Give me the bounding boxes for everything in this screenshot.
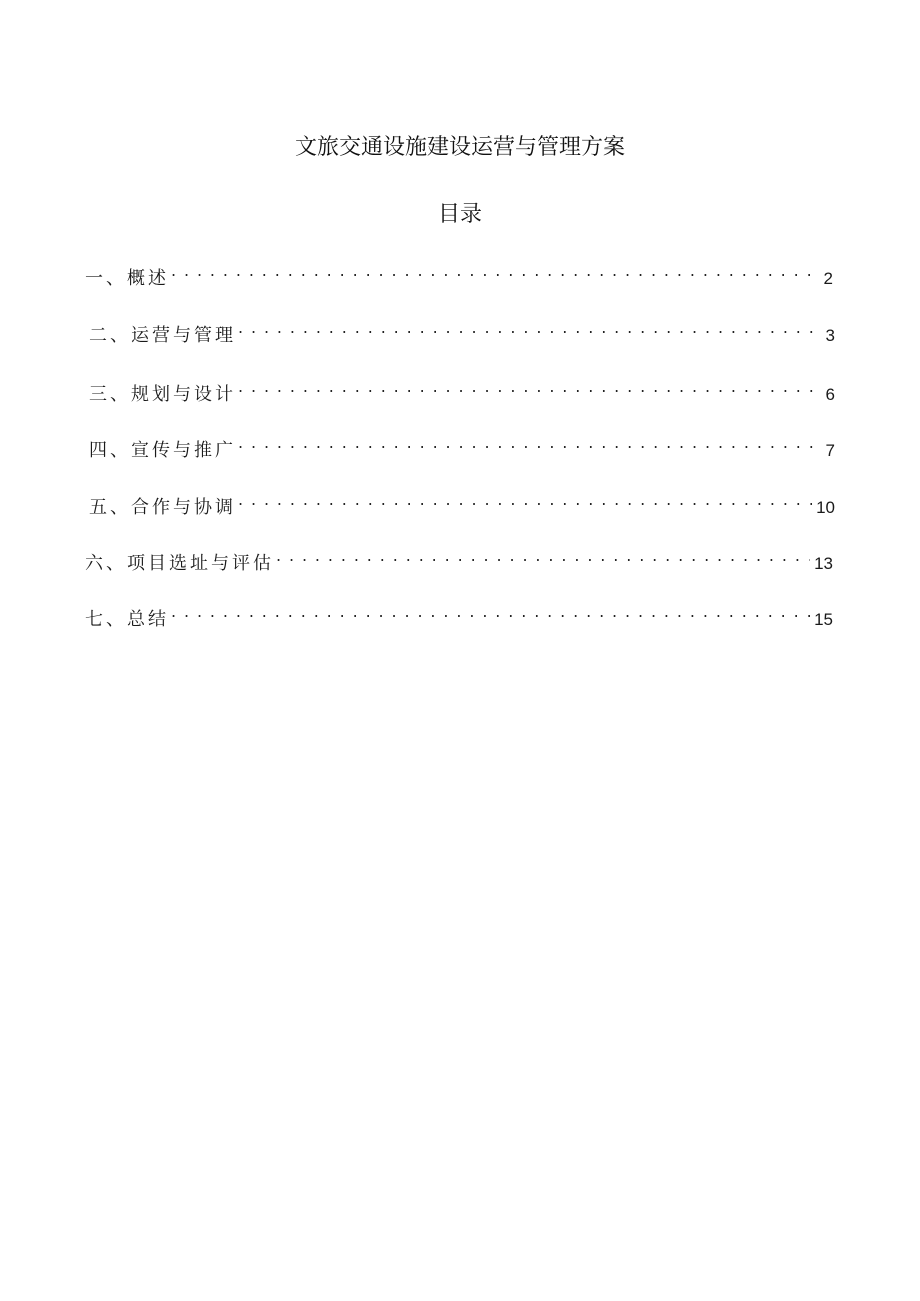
toc-entry-label: 七、总结 — [85, 609, 169, 630]
toc-dot-leader — [238, 374, 822, 400]
toc-dot-leader — [238, 430, 822, 456]
toc-entry-cooperation[interactable] — [89, 487, 835, 518]
toc-entry-summary[interactable] — [85, 599, 833, 630]
toc-heading: 目录 — [437, 202, 482, 227]
toc-entry-label: 三、规划与设计 — [89, 384, 236, 405]
toc-dot-leader — [276, 543, 810, 569]
toc-entry-label: 六、项目选址与评估 — [85, 553, 274, 574]
document-title: 文旅交通设施建设运营与管理方案 — [294, 135, 625, 160]
toc-page-number: 13 — [814, 554, 833, 573]
toc-page-number: 3 — [825, 326, 835, 345]
toc-entry-label: 二、运营与管理 — [89, 325, 236, 346]
toc-dot-leader — [238, 487, 812, 513]
toc-page-number: 6 — [825, 385, 835, 404]
toc-entry-site-selection[interactable] — [85, 543, 833, 574]
toc-entry-label: 一、概述 — [85, 268, 169, 289]
toc-page-number: 2 — [823, 269, 833, 288]
toc-dot-leader — [171, 599, 810, 625]
toc-dot-leader — [171, 258, 820, 284]
toc-dot-leader — [238, 315, 822, 341]
toc-page-number: 15 — [814, 610, 833, 629]
toc-page-number: 7 — [825, 441, 835, 460]
toc-entry-planning-design[interactable] — [89, 374, 835, 405]
toc-entry-operation-management[interactable] — [89, 315, 835, 346]
toc-entry-label: 五、合作与协调 — [89, 497, 236, 518]
toc-entry-label: 四、宣传与推广 — [89, 440, 236, 461]
toc-entry-promotion[interactable] — [89, 430, 835, 461]
toc-entry-overview[interactable] — [85, 258, 833, 289]
toc-page-number: 10 — [816, 498, 835, 517]
